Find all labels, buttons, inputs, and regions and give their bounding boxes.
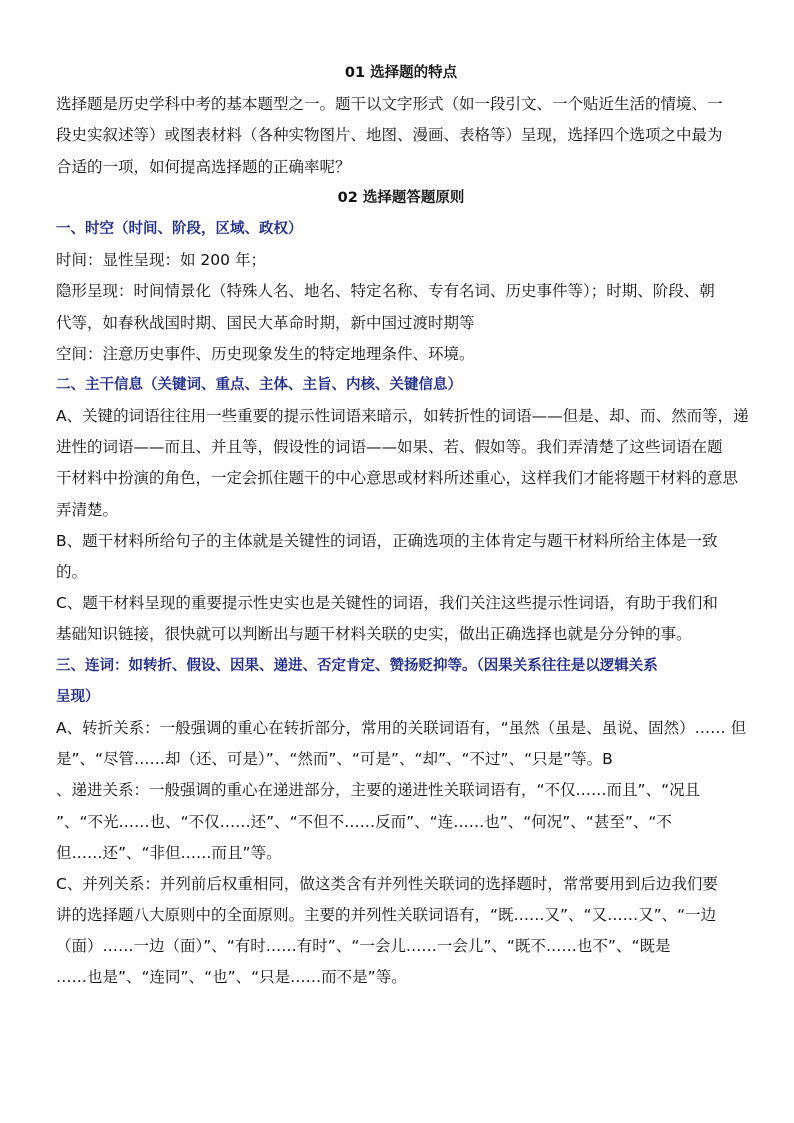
heading-zhugan: 二、主干信息（关键词、重点、主体、主旨、内核、关键信息） xyxy=(56,376,462,393)
paragraph-line: ……也是”、“连同”、“也”、“只是……而不是”等。 xyxy=(56,968,407,987)
heading-lianci: 三、连词：如转折、假设、因果、递进、否定肯定、赞扬贬抑等。（因果关系往往是以逻辑关系 xyxy=(56,657,658,674)
paragraph-line: C、并列关系：并列前后权重相同，做这类含有并列性关联词的选择题时，常常要用到后边我们要 xyxy=(56,874,718,893)
paragraph-line: 段史实叙述等）或图表材料（各种实物图片、地图、漫画、表格等）呈现，选择四个选项之中最为 xyxy=(56,126,723,145)
section-title-01: 01 选择题的特点 xyxy=(344,65,458,81)
paragraph-line: 的。 xyxy=(56,563,88,581)
paragraph-line: 弄清楚。 xyxy=(56,500,119,519)
paragraph-line: A、关键的词语往往用一些重要的提示性词语来暗示，如转折性的词语——但是、却、而、然而等，递 xyxy=(56,407,749,426)
paragraph-line: 合适的一项，如何提高选择题的正确率呢？ xyxy=(56,157,351,176)
paragraph-line: C、题干材料呈现的重要提示性史实也是关键性的词语，我们关注这些提示性词语，有助于我们和 xyxy=(56,594,718,613)
document-content xyxy=(56,58,749,994)
paragraph-line: 干材料中扮演的角色，一定会抓住题干的中心意思或材料所述重心，这样我们才能将题干材料的意思 xyxy=(56,469,739,488)
paragraph-line: 时间：显性呈现：如 200 年； xyxy=(56,251,266,270)
heading-shikong: 一、时空（时间、阶段，区域、政权） xyxy=(56,220,303,237)
section-title-02: 02 选择题答题原则 xyxy=(337,189,465,206)
paragraph-line: （面）……一边（面）”、“有时……有时”、“一会儿……一会儿”、“既不……也不”、“既是 xyxy=(56,937,671,956)
paragraph-line: 讲的选择题八大原则中的全面原则。主要的并列性关联词语有，“既……又”、“又……又”、“一边 xyxy=(56,906,717,925)
paragraph-line: 、递进关系：一般强调的重心在递进部分，主要的递进性关联词语有，“不仅……而且”、“况且 xyxy=(56,781,701,800)
paragraph-line: 是”、“尽管……却（还、可是）”、“然而”、“可是”、“却”、“不过”、“只是”等。B xyxy=(56,750,613,769)
paragraph-line: 但……还”、“非但……而且”等。 xyxy=(56,843,282,862)
paragraph-line: 空间：注意历史事件、历史现象发生的特定地理条件、环境。 xyxy=(56,344,475,363)
paragraph-line: ”、“不光……也、“不仅……还”、“不但不……反而”、“连……也”、“何况”、“甚至”、“不 xyxy=(56,812,672,831)
paragraph-line: 基础知识链接，很快就可以判断出与题干材料关联的史实，做出正确选择也就是分分钟的事。 xyxy=(56,625,692,644)
paragraph-line: 进性的词语——而且、并且等，假设性的词语——如果、若、假如等。我们弄清楚了这些词语在题 xyxy=(56,438,723,457)
paragraph-line: B、题干材料所给句子的主体就是关键性的词语，正确选项的主体肯定与题干材料所给主体是一致 xyxy=(56,531,718,550)
paragraph-line: 选择题是历史学科中考的基本题型之一。题干以文字形式（如一段引文、一个贴近生活的情境、一 xyxy=(56,95,723,114)
heading-lianci-cont: 呈现） xyxy=(56,688,100,705)
paragraph-line: 代等，如春秋战国时期、国民大革命时期，新中国过渡时期等 xyxy=(56,313,475,332)
paragraph-line: 隐形呈现：时间情景化（特殊人名、地名、特定名称、专有名词、历史事件等）；时期、阶段、朝 xyxy=(56,282,715,301)
paragraph-line: A、转折关系：一般强调的重心在转折部分，常用的关联词语有，“虽然（虽是、虽说、固然）…… 但 xyxy=(56,718,747,737)
